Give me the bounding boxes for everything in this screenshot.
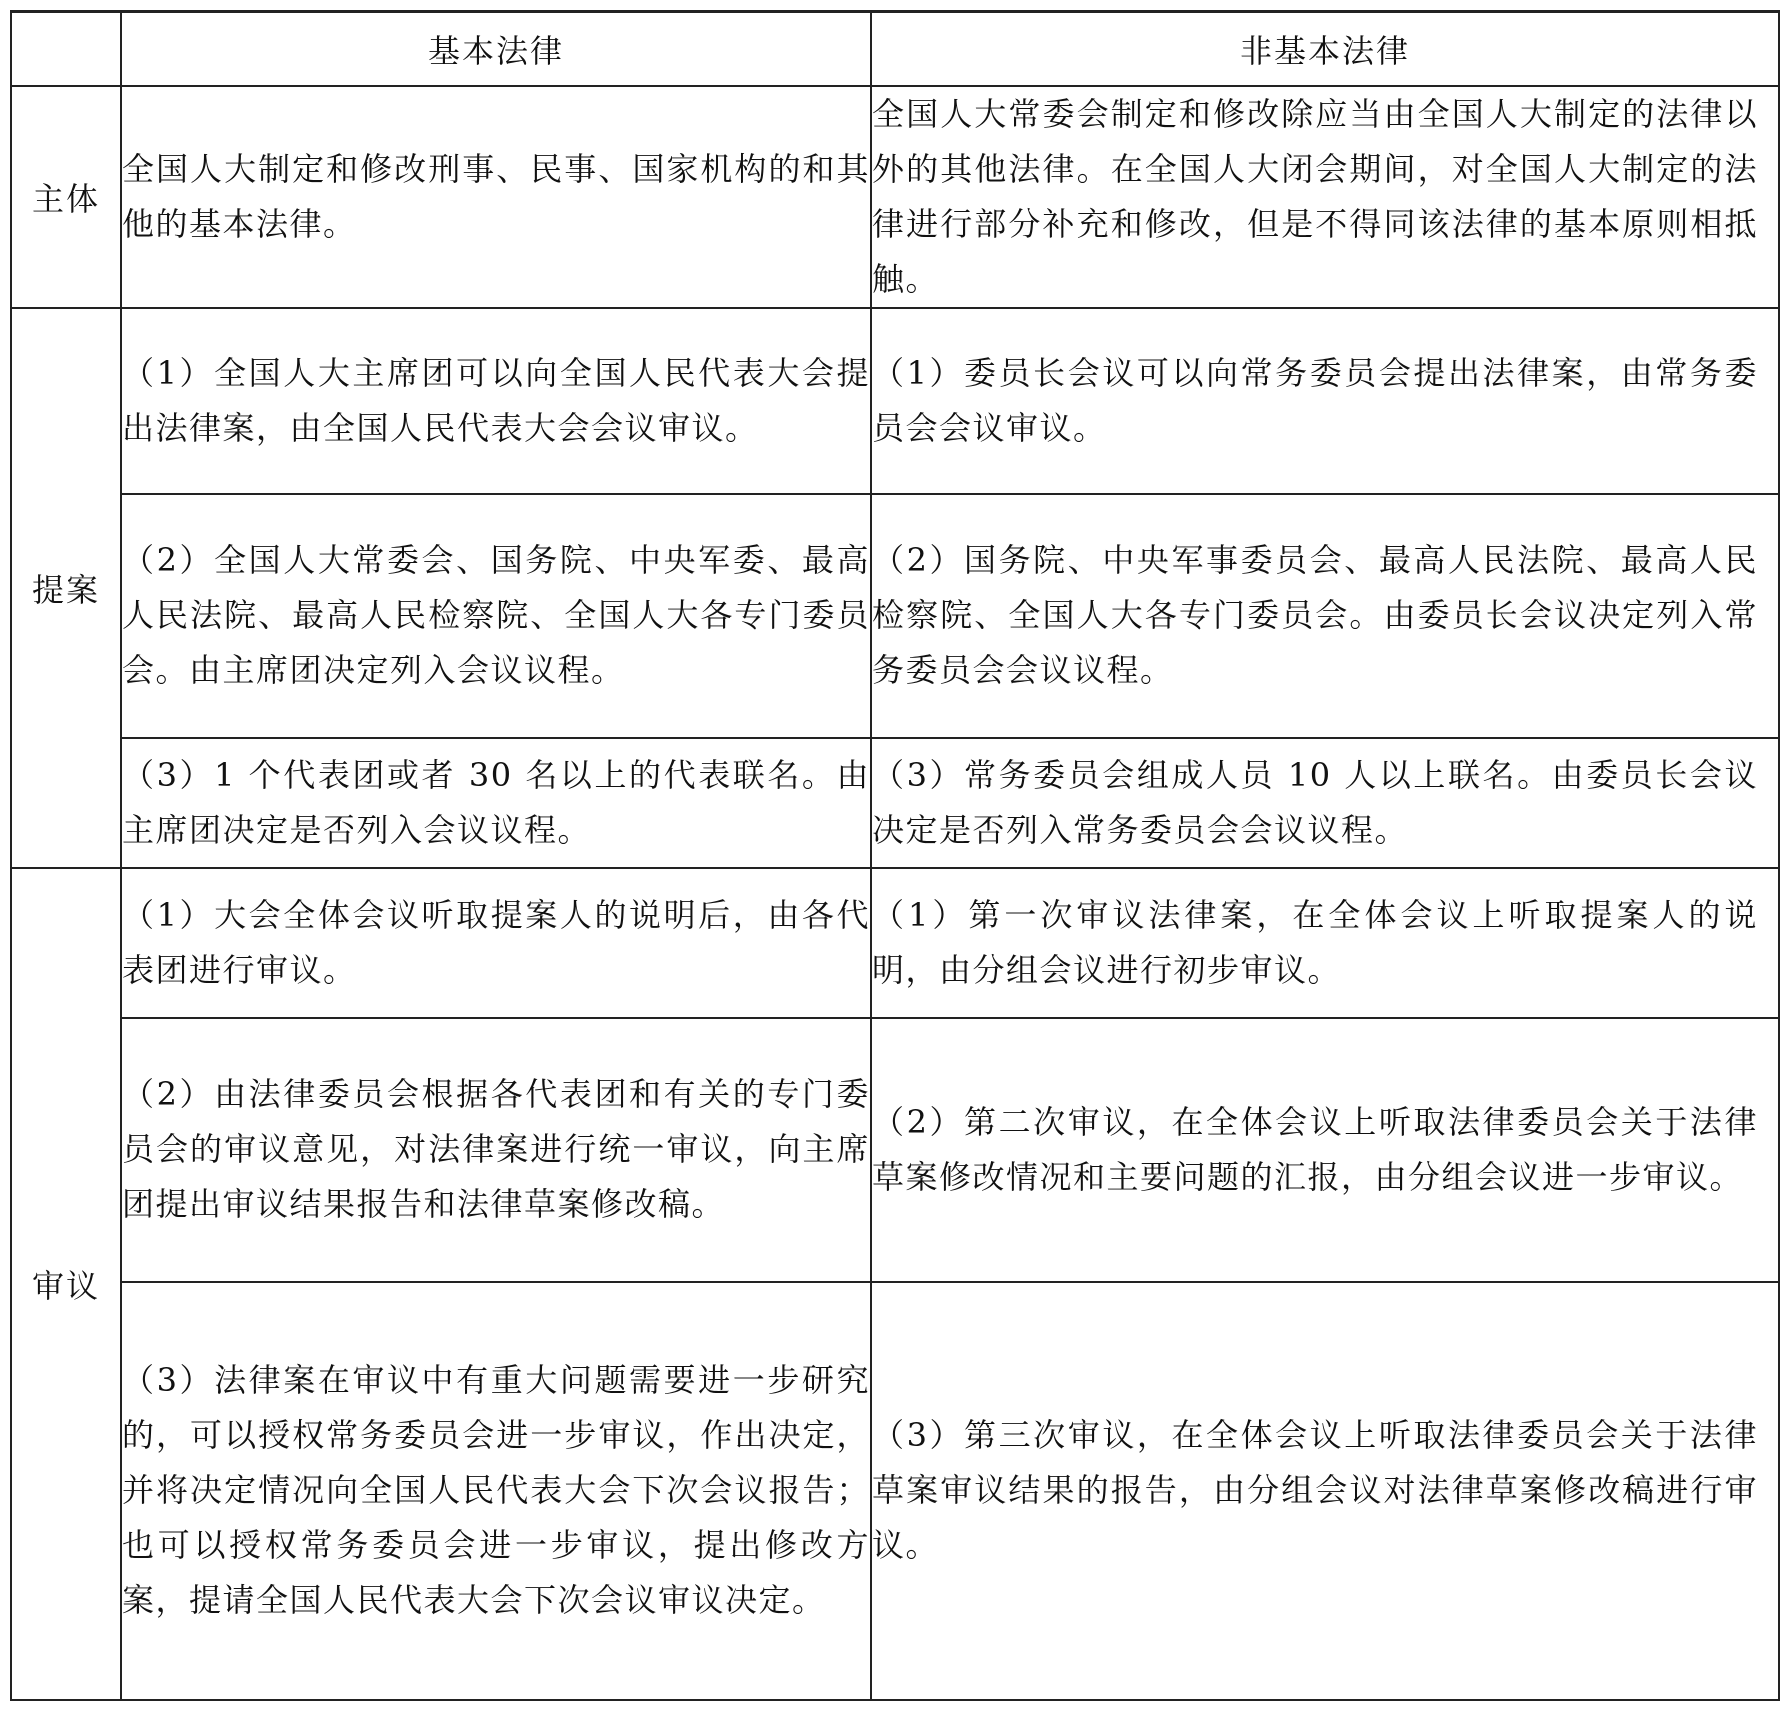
review-3-basic-cell: （3）法律案在审议中有重大问题需要进一步研究的，可以授权常务委员会进一步审议，作出决定，并将决定情况向全国人民代表大会下次会议报告；也可以授权常务委员会进一步审议，提出修改方案，提请全国人民代表大会下次会议审议决定。 bbox=[121, 1282, 871, 1700]
law-comparison-table bbox=[10, 10, 1780, 1701]
table-row-review-3 bbox=[11, 1282, 1779, 1700]
row-label-proposal: 提案 bbox=[11, 308, 121, 868]
review-2-basic-cell: （2）由法律委员会根据各代表团和有关的专门委员会的审议意见，对法律案进行统一审议，向主席团提出审议结果报告和法律草案修改稿。 bbox=[121, 1018, 871, 1282]
proposal-3-basic-cell: （3）1 个代表团或者 30 名以上的代表联名。由主席团决定是否列入会议议程。 bbox=[121, 738, 871, 868]
table-row-proposal-3 bbox=[11, 738, 1779, 868]
corner-cell bbox=[11, 12, 121, 86]
review-2-non-basic-cell: （2）第二次审议，在全体会议上听取法律委员会关于法律草案修改情况和主要问题的汇报，由分组会议进一步审议。 bbox=[871, 1018, 1779, 1282]
proposal-1-non-basic-cell: （1）委员长会议可以向常务委员会提出法律案，由常务委员会会议审议。 bbox=[871, 308, 1779, 494]
proposal-1-basic-cell: （1）全国人大主席团可以向全国人民代表大会提出法律案，由全国人民代表大会会议审议。 bbox=[121, 308, 871, 494]
table-row-subject bbox=[11, 86, 1779, 308]
header-non-basic-law: 非基本法律 bbox=[871, 12, 1779, 86]
table-row-proposal-2 bbox=[11, 494, 1779, 738]
proposal-3-non-basic-cell: （3）常务委员会组成人员 10 人以上联名。由委员长会议决定是否列入常务委员会会议议程。 bbox=[871, 738, 1779, 868]
header-basic-law: 基本法律 bbox=[121, 12, 871, 86]
proposal-2-non-basic-cell: （2）国务院、中央军事委员会、最高人民法院、最高人民检察院、全国人大各专门委员会。由委员长会议决定列入常务委员会会议议程。 bbox=[871, 494, 1779, 738]
review-3-non-basic-cell: （3）第三次审议，在全体会议上听取法律委员会关于法律草案审议结果的报告，由分组会议对法律草案修改稿进行审议。 bbox=[871, 1282, 1779, 1700]
subject-non-basic-cell: 全国人大常委会制定和修改除应当由全国人大制定的法律以外的其他法律。在全国人大闭会期间，对全国人大制定的法律进行部分补充和修改，但是不得同该法律的基本原则相抵触。 bbox=[871, 86, 1779, 308]
review-1-non-basic-cell: （1）第一次审议法律案，在全体会议上听取提案人的说明，由分组会议进行初步审议。 bbox=[871, 868, 1779, 1018]
table-row-proposal-1 bbox=[11, 308, 1779, 494]
row-label-subject: 主体 bbox=[11, 86, 121, 308]
table-row-review-2 bbox=[11, 1018, 1779, 1282]
proposal-2-basic-cell: （2）全国人大常委会、国务院、中央军委、最高人民法院、最高人民检察院、全国人大各专门委员会。由主席团决定列入会议议程。 bbox=[121, 494, 871, 738]
review-1-basic-cell: （1）大会全体会议听取提案人的说明后，由各代表团进行审议。 bbox=[121, 868, 871, 1018]
document-page bbox=[10, 10, 1778, 1700]
row-label-review: 审议 bbox=[11, 868, 121, 1700]
table-header-row bbox=[11, 12, 1779, 86]
table-row-review-1 bbox=[11, 868, 1779, 1018]
subject-basic-cell: 全国人大制定和修改刑事、民事、国家机构的和其他的基本法律。 bbox=[121, 86, 871, 308]
